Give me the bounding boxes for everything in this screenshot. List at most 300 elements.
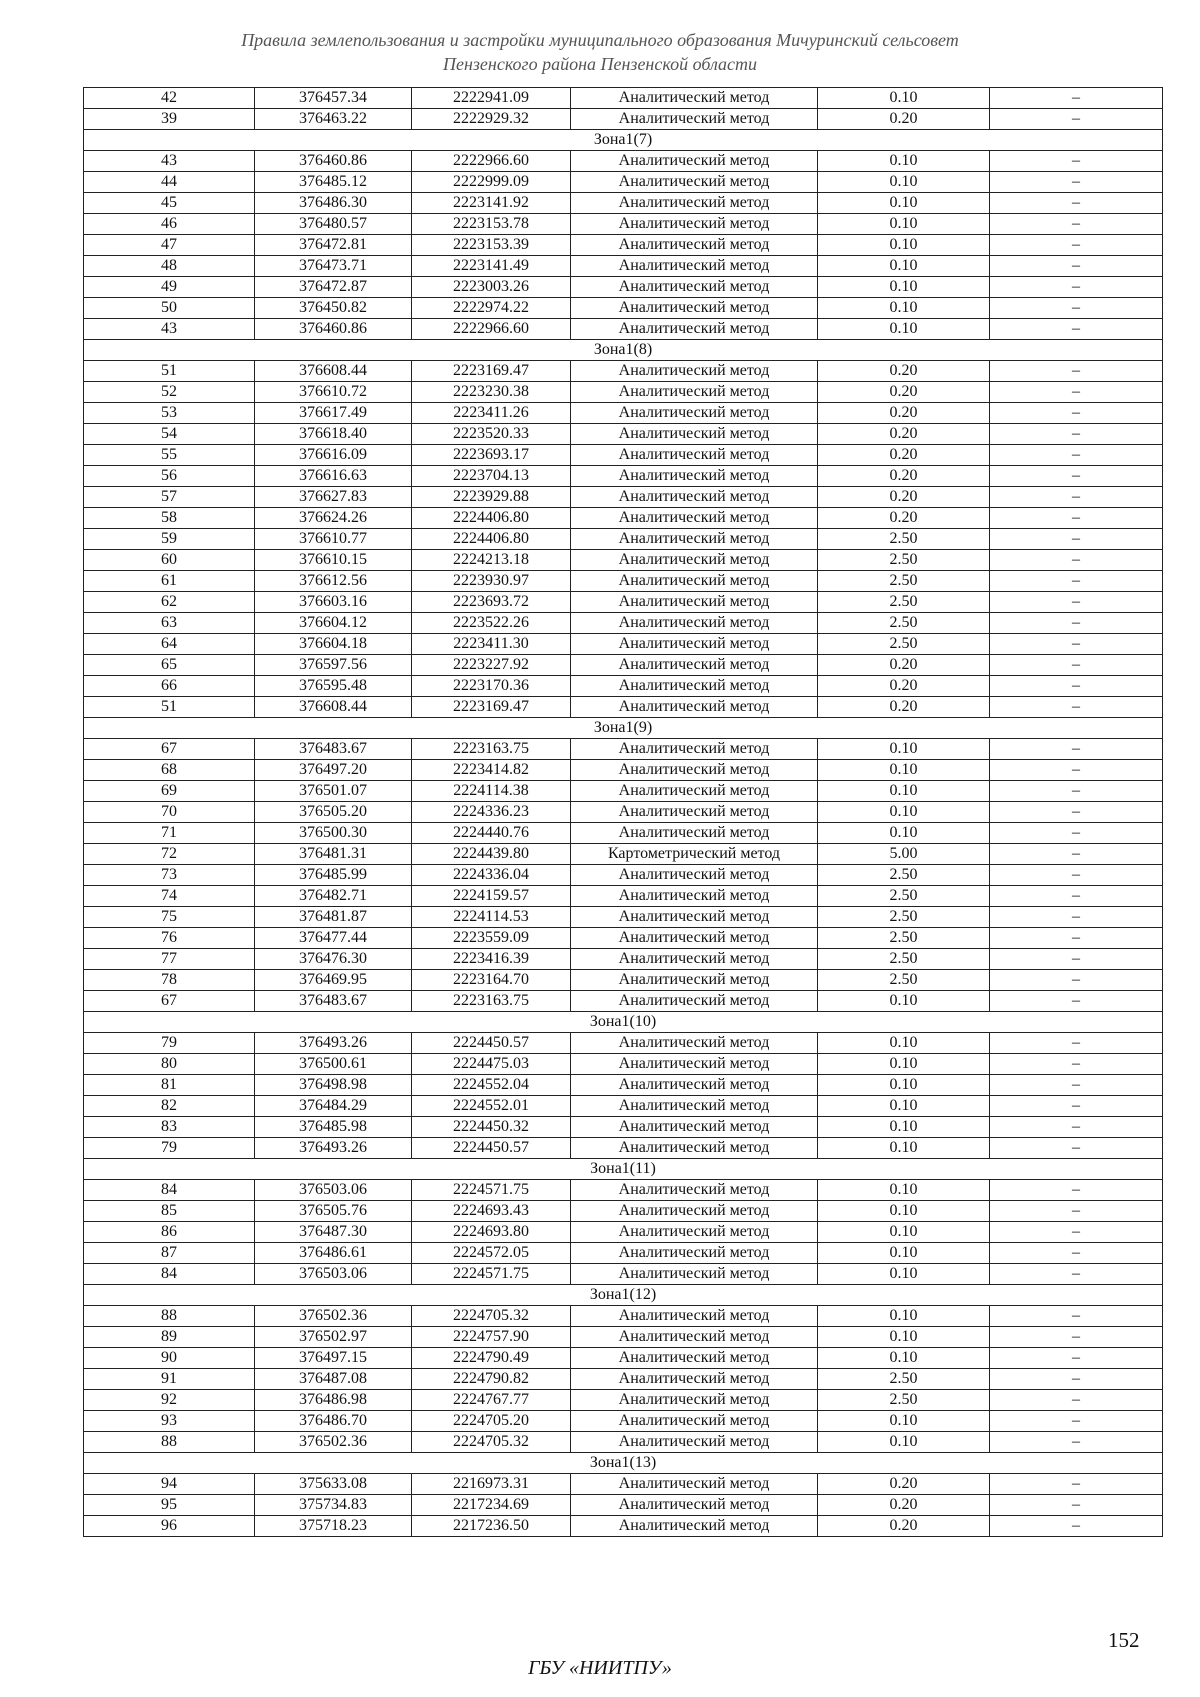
accuracy-cell: 0.20 (818, 424, 990, 445)
header-line-1: Правила землепользования и застройки муниципального образования Мичуринский сельсовет (241, 30, 959, 50)
header-line-2: Пензенского района Пензенской области (442, 54, 758, 74)
accuracy-cell: 0.10 (818, 739, 990, 760)
point-number-cell: 83 (84, 1117, 255, 1138)
method-cell: Аналитический метод (571, 1201, 818, 1222)
method-cell: Аналитический метод (571, 550, 818, 571)
point-number-cell: 68 (84, 760, 255, 781)
y-coordinate-cell: 2224705.32 (412, 1432, 571, 1453)
y-coordinate-cell: 2222941.09 (412, 88, 571, 109)
y-coordinate-cell: 2224475.03 (412, 1054, 571, 1075)
method-cell: Аналитический метод (571, 1474, 818, 1495)
point-number-cell: 67 (84, 739, 255, 760)
note-cell: – (990, 445, 1163, 466)
accuracy-cell: 0.20 (818, 361, 990, 382)
y-coordinate-cell: 2224571.75 (412, 1180, 571, 1201)
method-cell: Аналитический метод (571, 1096, 818, 1117)
accuracy-cell: 5.00 (818, 844, 990, 865)
table-row (84, 1096, 1163, 1117)
table-row (84, 235, 1163, 256)
accuracy-cell: 0.10 (818, 1306, 990, 1327)
x-coordinate-cell: 376502.36 (255, 1432, 412, 1453)
note-cell: – (990, 949, 1163, 970)
y-coordinate-cell: 2223169.47 (412, 361, 571, 382)
y-coordinate-cell: 2224336.04 (412, 865, 571, 886)
x-coordinate-cell: 375633.08 (255, 1474, 412, 1495)
note-cell: – (990, 88, 1163, 109)
note-cell: – (990, 214, 1163, 235)
note-cell: – (990, 697, 1163, 718)
zone-header-row (84, 1453, 1163, 1474)
note-cell: – (990, 277, 1163, 298)
point-number-cell: 91 (84, 1369, 255, 1390)
table-row (84, 1138, 1163, 1159)
table-row (84, 676, 1163, 697)
x-coordinate-cell: 376503.06 (255, 1264, 412, 1285)
accuracy-cell: 0.10 (818, 1222, 990, 1243)
y-coordinate-cell: 2222966.60 (412, 151, 571, 172)
note-cell: – (990, 235, 1163, 256)
x-coordinate-cell: 376473.71 (255, 256, 412, 277)
method-cell: Аналитический метод (571, 865, 818, 886)
x-coordinate-cell: 376481.87 (255, 907, 412, 928)
point-number-cell: 93 (84, 1411, 255, 1432)
method-cell: Аналитический метод (571, 823, 818, 844)
table-row (84, 1516, 1163, 1537)
coordinates-table (83, 87, 1163, 1537)
point-number-cell: 88 (84, 1306, 255, 1327)
method-cell: Аналитический метод (571, 1054, 818, 1075)
y-coordinate-cell: 2222999.09 (412, 172, 571, 193)
table-row (84, 655, 1163, 676)
accuracy-cell: 2.50 (818, 529, 990, 550)
accuracy-cell: 0.10 (818, 1180, 990, 1201)
accuracy-cell: 0.10 (818, 802, 990, 823)
table-row (84, 781, 1163, 802)
note-cell: – (990, 571, 1163, 592)
accuracy-cell: 0.10 (818, 1264, 990, 1285)
note-cell: – (990, 193, 1163, 214)
note-cell: – (990, 424, 1163, 445)
note-cell: – (990, 1264, 1163, 1285)
running-header (0, 28, 1200, 76)
note-cell: – (990, 970, 1163, 991)
table-row (84, 1348, 1163, 1369)
accuracy-cell: 0.10 (818, 193, 990, 214)
y-coordinate-cell: 2224705.20 (412, 1411, 571, 1432)
point-number-cell: 79 (84, 1138, 255, 1159)
accuracy-cell: 0.10 (818, 1432, 990, 1453)
point-number-cell: 74 (84, 886, 255, 907)
accuracy-cell: 2.50 (818, 970, 990, 991)
y-coordinate-cell: 2224213.18 (412, 550, 571, 571)
note-cell: – (990, 634, 1163, 655)
method-cell: Аналитический метод (571, 193, 818, 214)
point-number-cell: 90 (84, 1348, 255, 1369)
table-row (84, 1264, 1163, 1285)
x-coordinate-cell: 376481.31 (255, 844, 412, 865)
y-coordinate-cell: 2223929.88 (412, 487, 571, 508)
x-coordinate-cell: 376486.98 (255, 1390, 412, 1411)
table-row (84, 1369, 1163, 1390)
note-cell: – (990, 802, 1163, 823)
method-cell: Аналитический метод (571, 613, 818, 634)
y-coordinate-cell: 2224114.38 (412, 781, 571, 802)
accuracy-cell: 0.10 (818, 1033, 990, 1054)
method-cell: Аналитический метод (571, 1243, 818, 1264)
point-number-cell: 54 (84, 424, 255, 445)
table-row (84, 1495, 1163, 1516)
method-cell: Аналитический метод (571, 1495, 818, 1516)
y-coordinate-cell: 2224757.90 (412, 1327, 571, 1348)
y-coordinate-cell: 2223416.39 (412, 949, 571, 970)
note-cell: – (990, 361, 1163, 382)
note-cell: – (990, 865, 1163, 886)
method-cell: Аналитический метод (571, 466, 818, 487)
method-cell: Аналитический метод (571, 655, 818, 676)
y-coordinate-cell: 2223153.78 (412, 214, 571, 235)
y-coordinate-cell: 2224552.04 (412, 1075, 571, 1096)
note-cell: – (990, 1180, 1163, 1201)
note-cell: – (990, 487, 1163, 508)
method-cell: Аналитический метод (571, 214, 818, 235)
accuracy-cell: 2.50 (818, 592, 990, 613)
x-coordinate-cell: 376487.08 (255, 1369, 412, 1390)
zone-title: Зона1(8) (84, 340, 1163, 361)
point-number-cell: 43 (84, 319, 255, 340)
x-coordinate-cell: 376469.95 (255, 970, 412, 991)
table-row (84, 991, 1163, 1012)
method-cell: Аналитический метод (571, 739, 818, 760)
table-row (84, 1033, 1163, 1054)
accuracy-cell: 0.20 (818, 655, 990, 676)
zone-header-row (84, 1159, 1163, 1180)
method-cell: Аналитический метод (571, 760, 818, 781)
zone-title: Зона1(12) (84, 1285, 1163, 1306)
point-number-cell: 76 (84, 928, 255, 949)
zone-title: Зона1(7) (84, 130, 1163, 151)
y-coordinate-cell: 2222929.32 (412, 109, 571, 130)
accuracy-cell: 2.50 (818, 865, 990, 886)
point-number-cell: 95 (84, 1495, 255, 1516)
x-coordinate-cell: 376486.70 (255, 1411, 412, 1432)
point-number-cell: 64 (84, 634, 255, 655)
method-cell: Аналитический метод (571, 361, 818, 382)
table-row (84, 844, 1163, 865)
y-coordinate-cell: 2223227.92 (412, 655, 571, 676)
point-number-cell: 79 (84, 1033, 255, 1054)
method-cell: Аналитический метод (571, 970, 818, 991)
x-coordinate-cell: 376485.99 (255, 865, 412, 886)
method-cell: Аналитический метод (571, 508, 818, 529)
accuracy-cell: 0.10 (818, 1054, 990, 1075)
point-number-cell: 94 (84, 1474, 255, 1495)
note-cell: – (990, 1432, 1163, 1453)
note-cell: – (990, 550, 1163, 571)
note-cell: – (990, 1117, 1163, 1138)
note-cell: – (990, 928, 1163, 949)
point-number-cell: 47 (84, 235, 255, 256)
point-number-cell: 66 (84, 676, 255, 697)
note-cell: – (990, 991, 1163, 1012)
point-number-cell: 51 (84, 697, 255, 718)
zone-header-row (84, 340, 1163, 361)
y-coordinate-cell: 2224450.57 (412, 1138, 571, 1159)
x-coordinate-cell: 376627.83 (255, 487, 412, 508)
point-number-cell: 88 (84, 1432, 255, 1453)
method-cell: Аналитический метод (571, 424, 818, 445)
x-coordinate-cell: 376493.26 (255, 1138, 412, 1159)
x-coordinate-cell: 376485.12 (255, 172, 412, 193)
x-coordinate-cell: 376457.34 (255, 88, 412, 109)
note-cell: – (990, 739, 1163, 760)
point-number-cell: 44 (84, 172, 255, 193)
method-cell: Аналитический метод (571, 319, 818, 340)
accuracy-cell: 2.50 (818, 1390, 990, 1411)
table-row (84, 1306, 1163, 1327)
method-cell: Аналитический метод (571, 1327, 818, 1348)
x-coordinate-cell: 376472.81 (255, 235, 412, 256)
table-row (84, 1243, 1163, 1264)
y-coordinate-cell: 2223163.75 (412, 991, 571, 1012)
x-coordinate-cell: 376616.63 (255, 466, 412, 487)
accuracy-cell: 0.20 (818, 508, 990, 529)
y-coordinate-cell: 2223163.75 (412, 739, 571, 760)
accuracy-cell: 0.20 (818, 109, 990, 130)
note-cell: – (990, 1033, 1163, 1054)
table-row (84, 403, 1163, 424)
accuracy-cell: 0.20 (818, 466, 990, 487)
x-coordinate-cell: 376498.98 (255, 1075, 412, 1096)
table-row (84, 970, 1163, 991)
table-row (84, 634, 1163, 655)
table-row (84, 109, 1163, 130)
x-coordinate-cell: 376472.87 (255, 277, 412, 298)
method-cell: Аналитический метод (571, 676, 818, 697)
x-coordinate-cell: 376463.22 (255, 109, 412, 130)
y-coordinate-cell: 2223693.72 (412, 592, 571, 613)
accuracy-cell: 2.50 (818, 907, 990, 928)
x-coordinate-cell: 376484.29 (255, 1096, 412, 1117)
point-number-cell: 52 (84, 382, 255, 403)
note-cell: – (990, 844, 1163, 865)
accuracy-cell: 2.50 (818, 886, 990, 907)
accuracy-cell: 0.10 (818, 151, 990, 172)
method-cell: Аналитический метод (571, 1117, 818, 1138)
point-number-cell: 87 (84, 1243, 255, 1264)
zone-title: Зона1(13) (84, 1453, 1163, 1474)
x-coordinate-cell: 376477.44 (255, 928, 412, 949)
method-cell: Аналитический метод (571, 886, 818, 907)
accuracy-cell: 0.10 (818, 298, 990, 319)
y-coordinate-cell: 2223704.13 (412, 466, 571, 487)
point-number-cell: 86 (84, 1222, 255, 1243)
accuracy-cell: 0.10 (818, 88, 990, 109)
y-coordinate-cell: 2224439.80 (412, 844, 571, 865)
method-cell: Аналитический метод (571, 382, 818, 403)
table-row (84, 760, 1163, 781)
note-cell: – (990, 1390, 1163, 1411)
note-cell: – (990, 466, 1163, 487)
note-cell: – (990, 298, 1163, 319)
x-coordinate-cell: 376486.30 (255, 193, 412, 214)
accuracy-cell: 0.20 (818, 1516, 990, 1537)
x-coordinate-cell: 376500.61 (255, 1054, 412, 1075)
y-coordinate-cell: 2224790.82 (412, 1369, 571, 1390)
table-row (84, 151, 1163, 172)
note-cell: – (990, 781, 1163, 802)
x-coordinate-cell: 376482.71 (255, 886, 412, 907)
point-number-cell: 46 (84, 214, 255, 235)
note-cell: – (990, 1516, 1163, 1537)
zone-title: Зона1(11) (84, 1159, 1163, 1180)
y-coordinate-cell: 2224693.80 (412, 1222, 571, 1243)
table-row (84, 361, 1163, 382)
note-cell: – (990, 676, 1163, 697)
accuracy-cell: 0.10 (818, 1243, 990, 1264)
x-coordinate-cell: 376485.98 (255, 1117, 412, 1138)
accuracy-cell: 0.20 (818, 1474, 990, 1495)
x-coordinate-cell: 376604.12 (255, 613, 412, 634)
x-coordinate-cell: 376483.67 (255, 739, 412, 760)
table-row (84, 424, 1163, 445)
table-row (84, 298, 1163, 319)
accuracy-cell: 0.20 (818, 1495, 990, 1516)
table-row (84, 592, 1163, 613)
y-coordinate-cell: 2224114.53 (412, 907, 571, 928)
accuracy-cell: 0.10 (818, 760, 990, 781)
point-number-cell: 65 (84, 655, 255, 676)
accuracy-cell: 0.10 (818, 235, 990, 256)
accuracy-cell: 0.10 (818, 1327, 990, 1348)
method-cell: Аналитический метод (571, 1222, 818, 1243)
method-cell: Аналитический метод (571, 1390, 818, 1411)
note-cell: – (990, 655, 1163, 676)
y-coordinate-cell: 2224406.80 (412, 508, 571, 529)
x-coordinate-cell: 376476.30 (255, 949, 412, 970)
table-row (84, 697, 1163, 718)
method-cell: Аналитический метод (571, 88, 818, 109)
y-coordinate-cell: 2223141.49 (412, 256, 571, 277)
point-number-cell: 51 (84, 361, 255, 382)
point-number-cell: 96 (84, 1516, 255, 1537)
point-number-cell: 39 (84, 109, 255, 130)
note-cell: – (990, 760, 1163, 781)
method-cell: Аналитический метод (571, 403, 818, 424)
table-row (84, 1117, 1163, 1138)
y-coordinate-cell: 2222974.22 (412, 298, 571, 319)
method-cell: Аналитический метод (571, 445, 818, 466)
x-coordinate-cell: 376610.15 (255, 550, 412, 571)
accuracy-cell: 0.10 (818, 1096, 990, 1117)
method-cell: Аналитический метод (571, 172, 818, 193)
point-number-cell: 77 (84, 949, 255, 970)
y-coordinate-cell: 2224440.76 (412, 823, 571, 844)
x-coordinate-cell: 376460.86 (255, 151, 412, 172)
point-number-cell: 59 (84, 529, 255, 550)
accuracy-cell: 0.20 (818, 676, 990, 697)
accuracy-cell: 0.10 (818, 277, 990, 298)
method-cell: Аналитический метод (571, 298, 818, 319)
table-row (84, 193, 1163, 214)
point-number-cell: 45 (84, 193, 255, 214)
note-cell: – (990, 508, 1163, 529)
accuracy-cell: 0.10 (818, 823, 990, 844)
table-row (84, 1432, 1163, 1453)
y-coordinate-cell: 2224159.57 (412, 886, 571, 907)
x-coordinate-cell: 376460.86 (255, 319, 412, 340)
accuracy-cell: 0.20 (818, 697, 990, 718)
table-row (84, 550, 1163, 571)
table-row (84, 739, 1163, 760)
point-number-cell: 61 (84, 571, 255, 592)
method-cell: Аналитический метод (571, 256, 818, 277)
x-coordinate-cell: 376493.26 (255, 1033, 412, 1054)
note-cell: – (990, 1222, 1163, 1243)
y-coordinate-cell: 2224767.77 (412, 1390, 571, 1411)
y-coordinate-cell: 2224552.01 (412, 1096, 571, 1117)
note-cell: – (990, 109, 1163, 130)
y-coordinate-cell: 2223411.30 (412, 634, 571, 655)
x-coordinate-cell: 376497.15 (255, 1348, 412, 1369)
accuracy-cell: 2.50 (818, 928, 990, 949)
method-cell: Аналитический метод (571, 1075, 818, 1096)
method-cell: Аналитический метод (571, 1348, 818, 1369)
accuracy-cell: 0.20 (818, 487, 990, 508)
method-cell: Аналитический метод (571, 151, 818, 172)
x-coordinate-cell: 376603.16 (255, 592, 412, 613)
x-coordinate-cell: 375734.83 (255, 1495, 412, 1516)
method-cell: Аналитический метод (571, 109, 818, 130)
accuracy-cell: 2.50 (818, 550, 990, 571)
y-coordinate-cell: 2223930.97 (412, 571, 571, 592)
method-cell: Аналитический метод (571, 1180, 818, 1201)
y-coordinate-cell: 2223170.36 (412, 676, 571, 697)
point-number-cell: 73 (84, 865, 255, 886)
x-coordinate-cell: 376450.82 (255, 298, 412, 319)
x-coordinate-cell: 376501.07 (255, 781, 412, 802)
y-coordinate-cell: 2216973.31 (412, 1474, 571, 1495)
accuracy-cell: 2.50 (818, 571, 990, 592)
point-number-cell: 42 (84, 88, 255, 109)
coordinates-table-body (84, 88, 1163, 1537)
table-row (84, 907, 1163, 928)
note-cell: – (990, 823, 1163, 844)
zone-header-row (84, 1285, 1163, 1306)
accuracy-cell: 0.10 (818, 1411, 990, 1432)
point-number-cell: 69 (84, 781, 255, 802)
note-cell: – (990, 613, 1163, 634)
point-number-cell: 55 (84, 445, 255, 466)
y-coordinate-cell: 2224406.80 (412, 529, 571, 550)
note-cell: – (990, 1369, 1163, 1390)
y-coordinate-cell: 2223141.92 (412, 193, 571, 214)
point-number-cell: 67 (84, 991, 255, 1012)
y-coordinate-cell: 2224572.05 (412, 1243, 571, 1264)
table-row (84, 466, 1163, 487)
point-number-cell: 56 (84, 466, 255, 487)
x-coordinate-cell: 376483.67 (255, 991, 412, 1012)
method-cell: Аналитический метод (571, 1369, 818, 1390)
note-cell: – (990, 1411, 1163, 1432)
method-cell: Аналитический метод (571, 697, 818, 718)
accuracy-cell: 0.10 (818, 781, 990, 802)
point-number-cell: 81 (84, 1075, 255, 1096)
table-row (84, 1474, 1163, 1495)
accuracy-cell: 0.20 (818, 382, 990, 403)
accuracy-cell: 0.10 (818, 319, 990, 340)
y-coordinate-cell: 2223164.70 (412, 970, 571, 991)
point-number-cell: 57 (84, 487, 255, 508)
